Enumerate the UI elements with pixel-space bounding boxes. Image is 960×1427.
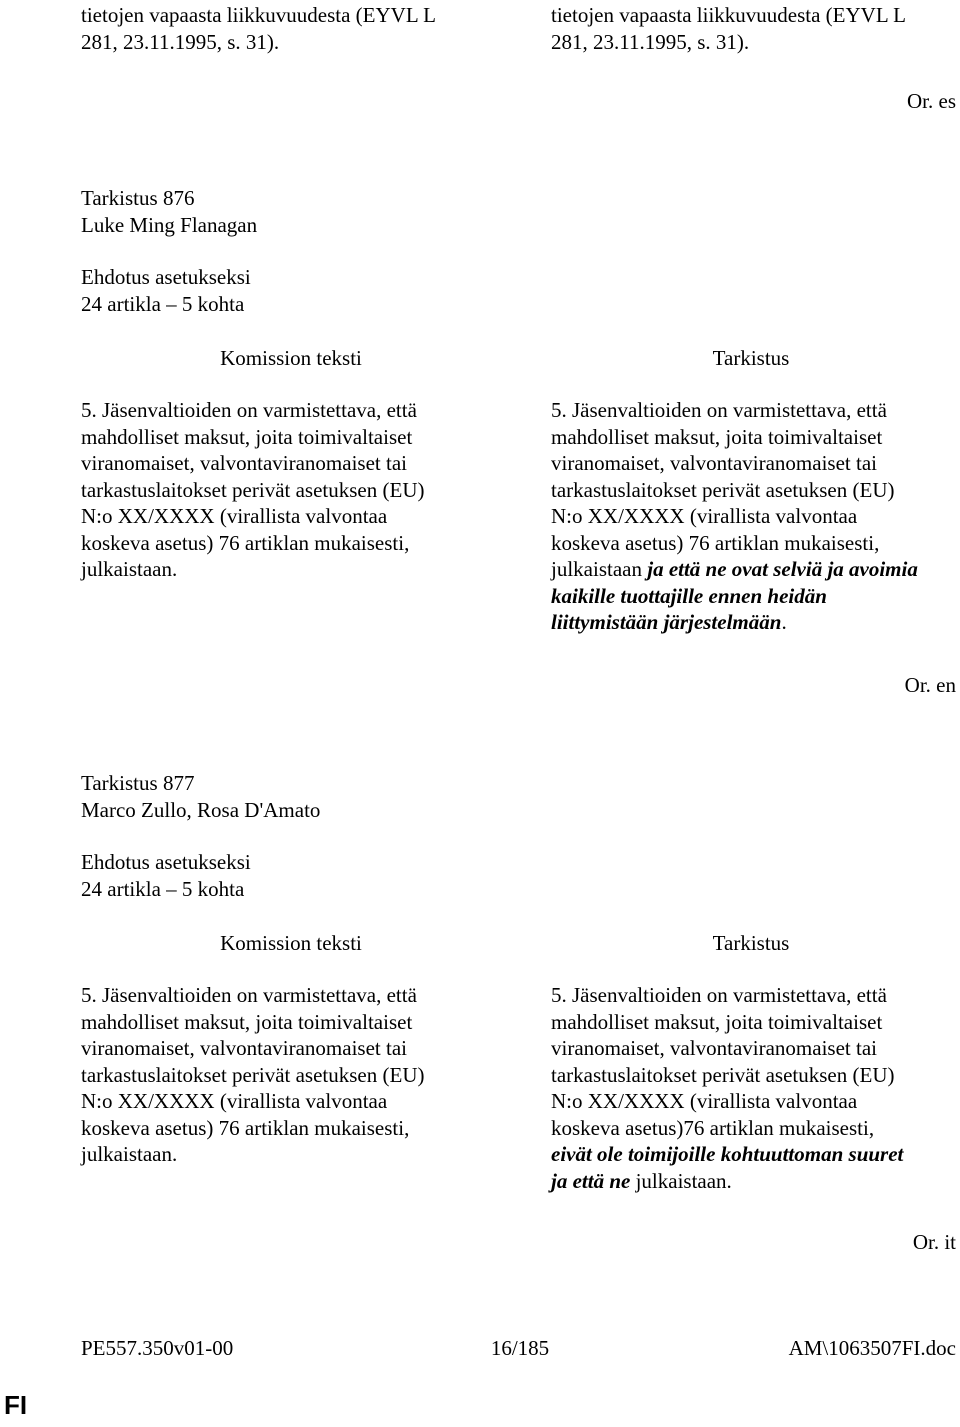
amended-line: koskeva asetus)76 artiklan mukaisesti, <box>551 1115 875 1140</box>
amended-line: 5. Jäsenvaltioiden on varmistettava, että <box>551 398 887 422</box>
commission-line: mahdolliset maksut, joita toimivaltaiset <box>81 424 413 449</box>
commission-text <box>81 982 501 1168</box>
amended-line: mahdolliset maksut, joita toimivaltaiset <box>551 1009 883 1034</box>
footer-file-name: AM\1063507FI.doc <box>788 1336 956 1360</box>
plain-text: . <box>781 610 787 634</box>
amended-line <box>551 556 951 583</box>
added-text: liittymistään järjestelmään <box>551 610 782 634</box>
plain-text: julkaistaan <box>551 557 642 581</box>
commission-line: tarkastuslaitokset perivät asetuksen (EU) <box>81 477 425 502</box>
article-reference: 24 artikla – 5 kohta <box>81 876 245 901</box>
origin-language-label: Or. en <box>904 673 956 697</box>
amendment-text-heading: Tarkistus <box>712 346 790 370</box>
amended-line: tarkastuslaitokset perivät asetuksen (EU) <box>551 477 895 502</box>
amended-line: N:o XX/XXXX (virallista valvontaa <box>551 1089 858 1113</box>
top-right-line: 281, 23.11.1995, s. 31). <box>551 29 750 54</box>
commission-line: julkaistaan. <box>81 1142 178 1166</box>
added-text: kaikille tuottajille ennen heidän <box>551 583 827 608</box>
footer-doc-reference: PE557.350v01-00 <box>81 1336 234 1360</box>
commission-text-heading: Komission teksti <box>220 346 362 370</box>
commission-line: mahdolliset maksut, joita toimivaltaiset <box>81 1009 413 1034</box>
amendment-author: Marco Zullo, Rosa D'Amato <box>81 797 321 822</box>
commission-line: viranomaiset, valvontaviranomaiset tai <box>81 1036 407 1060</box>
amended-line <box>551 609 951 636</box>
commission-text <box>81 397 501 583</box>
top-left-text <box>81 2 501 55</box>
amended-text <box>551 982 951 1194</box>
language-tag: FI <box>4 1390 28 1420</box>
commission-text-heading: Komission teksti <box>220 931 362 955</box>
amendment-reference <box>81 849 501 902</box>
amendment-header <box>81 770 501 823</box>
proposal-label: Ehdotus asetukseksi <box>81 850 251 874</box>
amendment-title: Tarkistus 877 <box>81 771 195 795</box>
proposal-label: Ehdotus asetukseksi <box>81 265 251 289</box>
commission-line: N:o XX/XXXX (virallista valvontaa <box>81 504 388 528</box>
top-left-line: tietojen vapaasta liikkuvuudesta (EYVL L <box>81 3 436 27</box>
amended-line: N:o XX/XXXX (virallista valvontaa <box>551 504 858 528</box>
origin-language-label: Or. it <box>912 1230 956 1254</box>
amended-line: viranomaiset, valvontaviranomaiset tai <box>551 451 877 475</box>
commission-line: tarkastuslaitokset perivät asetuksen (EU) <box>81 1062 425 1087</box>
commission-line: viranomaiset, valvontaviranomaiset tai <box>81 451 407 475</box>
top-left-line: 281, 23.11.1995, s. 31). <box>81 29 280 54</box>
amended-line <box>551 1168 951 1195</box>
amendment-header <box>81 185 501 238</box>
amended-line: viranomaiset, valvontaviranomaiset tai <box>551 1036 877 1060</box>
commission-line: 5. Jäsenvaltioiden on varmistettava, että <box>81 983 417 1007</box>
added-text: ja että ne <box>551 1168 631 1193</box>
commission-line: N:o XX/XXXX (virallista valvontaa <box>81 1089 388 1113</box>
commission-line: koskeva asetus) 76 artiklan mukaisesti, <box>81 530 410 555</box>
amendment-reference <box>81 264 501 317</box>
commission-line: 5. Jäsenvaltioiden on varmistettava, että <box>81 398 417 422</box>
added-text: eivät ole toimijoille kohtuuttoman suuret <box>551 1142 904 1166</box>
amended-line: koskeva asetus) 76 artiklan mukaisesti, <box>551 530 880 555</box>
amended-line: 5. Jäsenvaltioiden on varmistettava, että <box>551 983 887 1007</box>
amendment-text-heading: Tarkistus <box>712 931 790 955</box>
amendment-title: Tarkistus 876 <box>81 186 195 210</box>
commission-line: julkaistaan. <box>81 557 178 581</box>
origin-language-label: Or. es <box>907 89 956 113</box>
footer-page-number: 16/185 <box>490 1336 550 1360</box>
amendment-author: Luke Ming Flanagan <box>81 212 258 237</box>
top-right-text <box>551 2 951 55</box>
amended-text <box>551 397 951 636</box>
article-reference: 24 artikla – 5 kohta <box>81 291 245 316</box>
amended-line: tarkastuslaitokset perivät asetuksen (EU) <box>551 1062 895 1087</box>
added-text: ja että ne ovat selviä ja avoimia <box>641 557 918 581</box>
top-right-line: tietojen vapaasta liikkuvuudesta (EYVL L <box>551 3 906 27</box>
commission-line: koskeva asetus) 76 artiklan mukaisesti, <box>81 1115 410 1140</box>
plain-text: julkaistaan. <box>630 1168 732 1193</box>
amended-line: mahdolliset maksut, joita toimivaltaiset <box>551 424 883 449</box>
